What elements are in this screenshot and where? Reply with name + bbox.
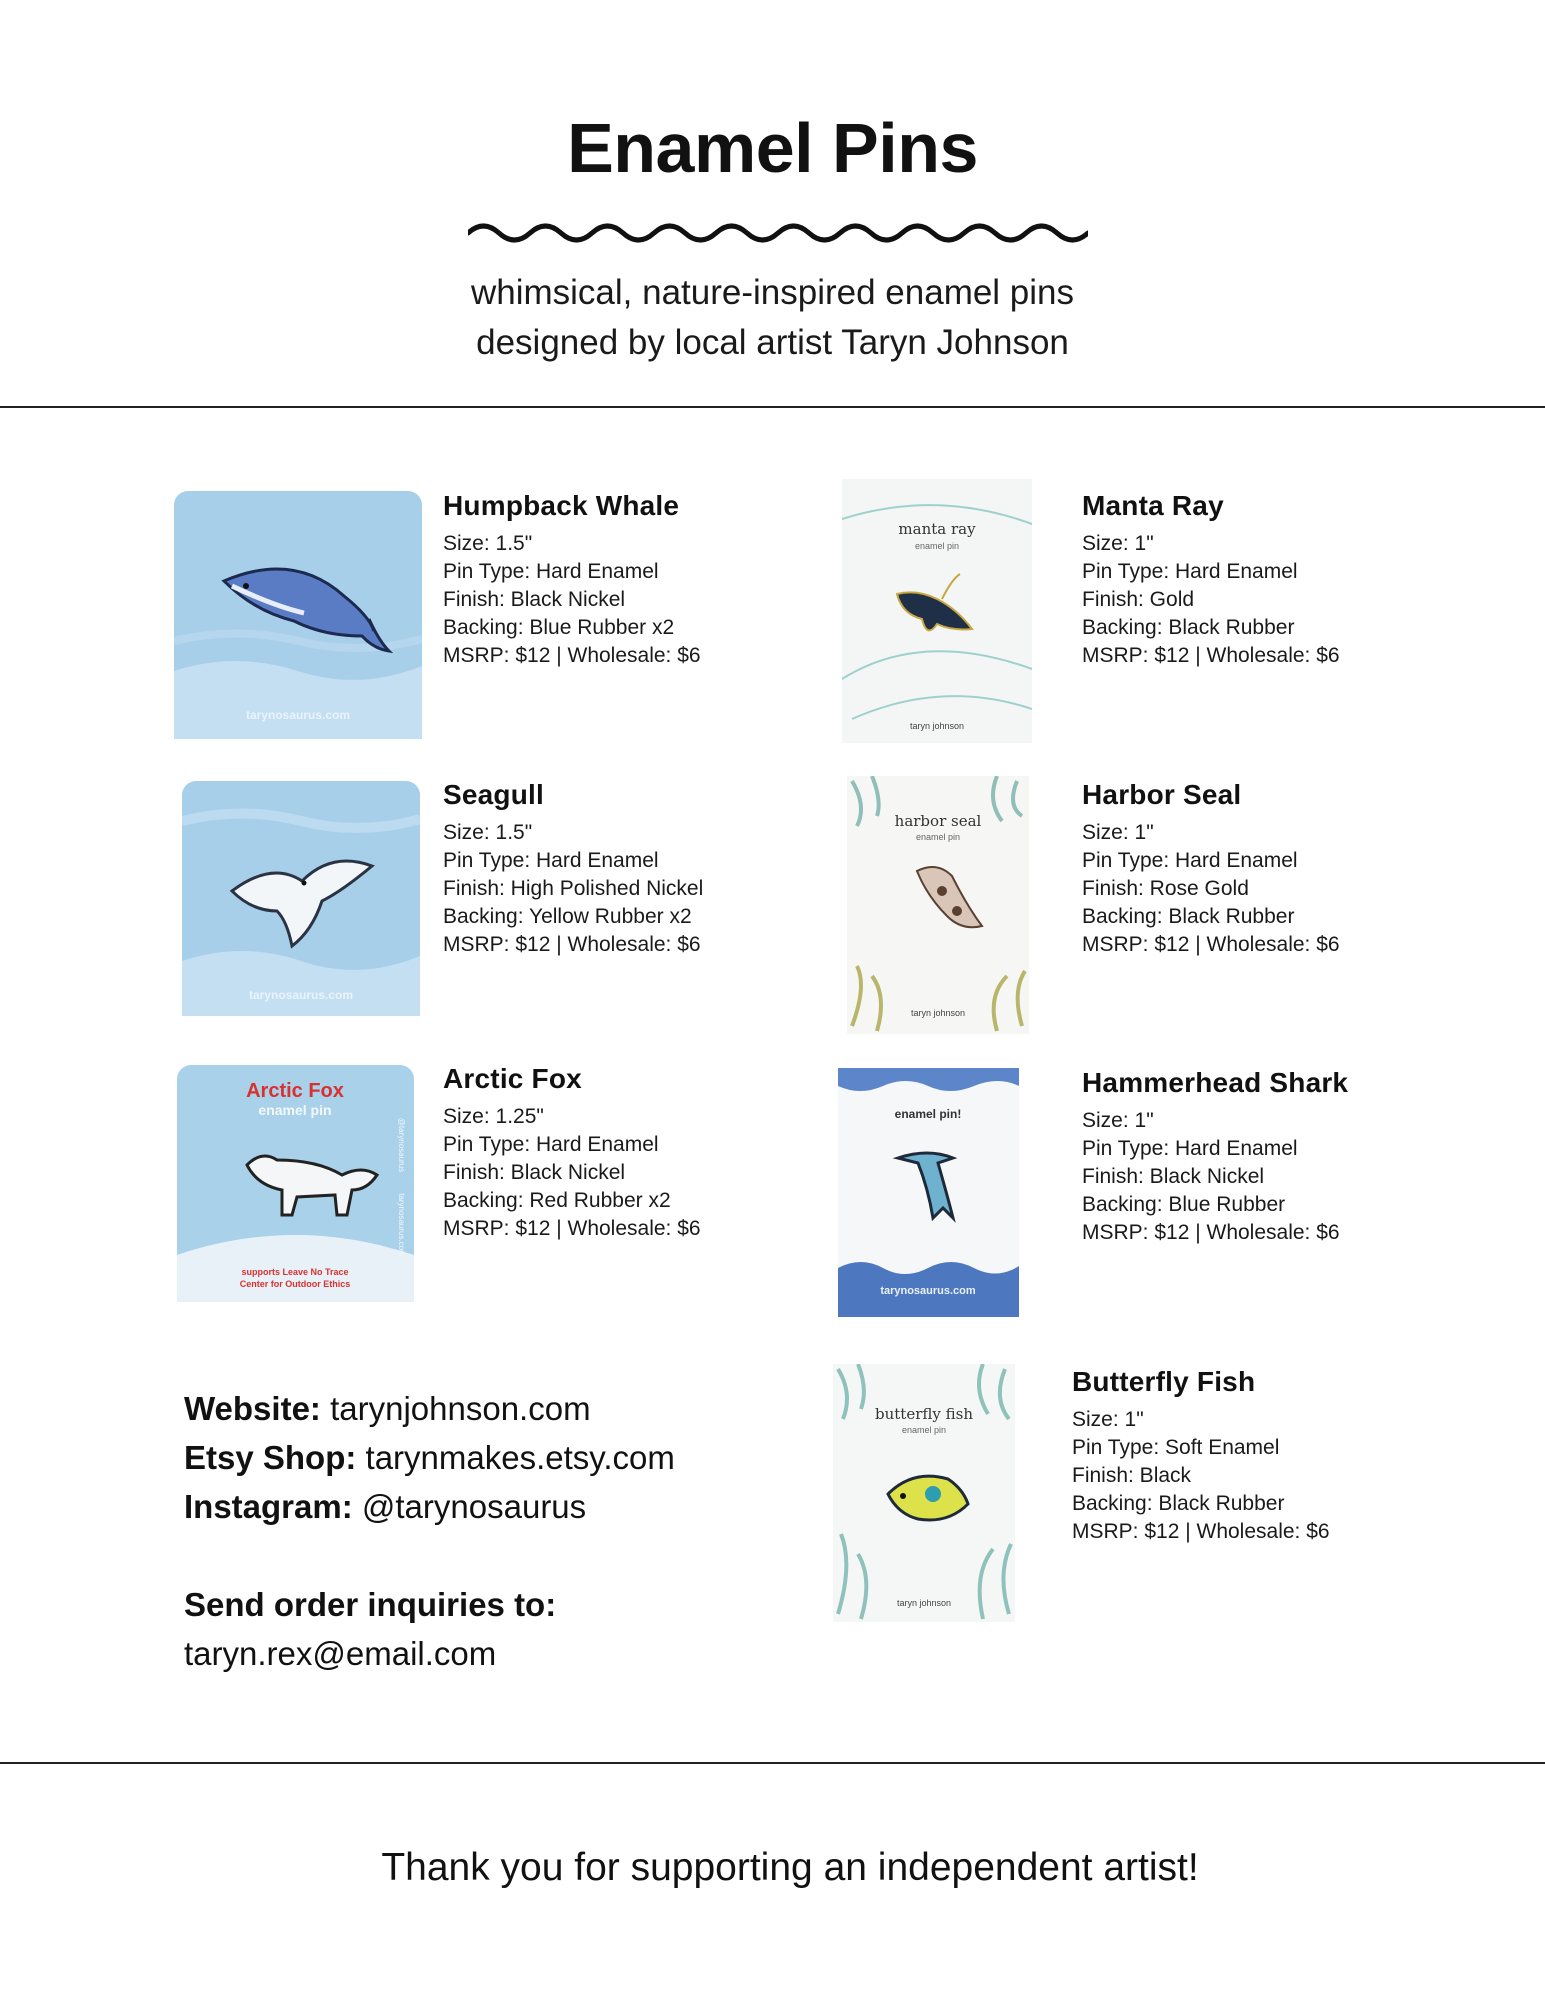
top-divider — [0, 406, 1545, 408]
pin-type: Pin Type: Hard Enamel — [1082, 560, 1298, 583]
pin-price: MSRP: $12 | Wholesale: $6 — [443, 1217, 701, 1240]
pin-info-manta-ray — [1082, 490, 1340, 670]
shark-card-footer: tarynosaurus.com — [880, 1285, 976, 1297]
website-link[interactable]: tarynjohnson.com — [330, 1390, 591, 1427]
fox-card-footer-1: supports Leave No Trace — [241, 1267, 349, 1277]
pin-size: Size: 1.25" — [443, 1105, 544, 1128]
seagull-card-text: tarynosaurus.com — [248, 988, 354, 1002]
pin-name: Humpback Whale — [443, 490, 680, 521]
pin-price: MSRP: $12 | Wholesale: $6 — [1082, 1221, 1340, 1244]
pin-backing: Backing: Red Rubber x2 — [443, 1189, 671, 1212]
contact-info — [184, 1384, 675, 1678]
pin-name: Harbor Seal — [1082, 779, 1242, 810]
pin-type: Pin Type: Soft Enamel — [1072, 1436, 1280, 1459]
etsy-link[interactable]: tarynmakes.etsy.com — [365, 1439, 675, 1476]
pin-finish: Finish: Black Nickel — [443, 588, 626, 611]
orders-label: Send order inquiries to: — [184, 1586, 557, 1623]
manta-card-sub: enamel pin — [914, 541, 960, 551]
instagram-line — [184, 1482, 675, 1531]
manta-ray-image — [842, 479, 1032, 743]
fish-card-sub: enamel pin — [901, 1425, 947, 1435]
etsy-line — [184, 1433, 675, 1482]
pin-size: Size: 1" — [1072, 1408, 1144, 1431]
pin-name: Butterfly Fish — [1072, 1366, 1256, 1397]
pin-type: Pin Type: Hard Enamel — [443, 849, 659, 872]
pin-backing: Backing: Yellow Rubber x2 — [443, 905, 692, 928]
pin-name: Hammerhead Shark — [1082, 1067, 1349, 1098]
shark-card-title: enamel pin! — [894, 1107, 962, 1121]
pin-name: Manta Ray — [1082, 490, 1224, 521]
pin-price: MSRP: $12 | Wholesale: $6 — [1082, 933, 1340, 956]
pin-size: Size: 1.5" — [443, 532, 533, 555]
page-title: Enamel Pins — [567, 109, 978, 187]
pin-size: Size: 1" — [1082, 532, 1154, 555]
pin-price: MSRP: $12 | Wholesale: $6 — [443, 933, 701, 956]
pin-backing: Backing: Blue Rubber x2 — [443, 616, 675, 639]
pin-finish: Finish: Black Nickel — [443, 1161, 626, 1184]
butterfly-fish-image — [833, 1364, 1015, 1622]
pin-size: Size: 1.5" — [443, 821, 533, 844]
thank-you-footer: Thank you for supporting an independent artist! — [381, 1846, 1199, 1889]
pin-finish: Finish: High Polished Nickel — [443, 877, 704, 900]
fox-card-footer-2: Center for Outdoor Ethics — [239, 1279, 351, 1289]
manta-card-footer: taryn johnson — [909, 721, 965, 731]
pin-info-humpback-whale — [443, 490, 701, 670]
pin-info-harbor-seal — [1082, 779, 1340, 959]
pin-name: Seagull — [443, 779, 544, 810]
pin-finish: Finish: Rose Gold — [1082, 877, 1249, 900]
humpback-whale-image — [174, 491, 422, 739]
pin-size: Size: 1" — [1082, 1109, 1154, 1132]
subtitle-line-2: designed by local artist Taryn Johnson — [476, 323, 1069, 362]
seal-card-footer: taryn johnson — [910, 1008, 966, 1018]
pin-backing: Backing: Blue Rubber — [1082, 1193, 1286, 1216]
fox-card-side-2: tarynosaurus.com — [397, 1193, 406, 1257]
instagram-label: Instagram: — [184, 1488, 353, 1525]
seal-card-sub: enamel pin — [915, 832, 961, 842]
pin-type: Pin Type: Hard Enamel — [443, 560, 659, 583]
fox-card-title: Arctic Fox — [246, 1080, 344, 1102]
instagram-handle[interactable]: @tarynosaurus — [361, 1488, 587, 1525]
seagull-image — [182, 781, 420, 1016]
etsy-label: Etsy Shop: — [184, 1439, 357, 1476]
bottom-divider — [0, 1762, 1545, 1764]
pin-price: MSRP: $12 | Wholesale: $6 — [1082, 644, 1340, 667]
pin-type: Pin Type: Hard Enamel — [1082, 849, 1298, 872]
subtitle-line-1: whimsical, nature-inspired enamel pins — [470, 273, 1075, 312]
orders-line — [184, 1580, 675, 1629]
harbor-seal-image — [847, 776, 1029, 1034]
wave-divider — [468, 218, 1088, 248]
fox-card-side-1: @tarynosaurus — [397, 1117, 406, 1173]
pin-finish: Finish: Black Nickel — [1082, 1165, 1265, 1188]
website-label: Website: — [184, 1390, 321, 1427]
fox-card-sub: enamel pin — [258, 1102, 332, 1118]
pin-type: Pin Type: Hard Enamel — [443, 1133, 659, 1156]
pin-finish: Finish: Black — [1072, 1464, 1192, 1487]
pin-price: MSRP: $12 | Wholesale: $6 — [1072, 1520, 1330, 1543]
pin-size: Size: 1" — [1082, 821, 1154, 844]
website-line — [184, 1384, 675, 1433]
pin-info-seagull — [443, 779, 703, 959]
manta-card-title: manta ray — [898, 520, 976, 538]
pin-info-butterfly-fish — [1072, 1366, 1330, 1546]
whale-card-text: tarynosaurus.com — [245, 708, 351, 722]
pin-type: Pin Type: Hard Enamel — [1082, 1137, 1298, 1160]
fish-card-footer: taryn johnson — [896, 1598, 952, 1608]
arctic-fox-image — [177, 1065, 414, 1302]
pin-backing: Backing: Black Rubber — [1072, 1492, 1285, 1515]
pin-info-arctic-fox — [443, 1063, 701, 1243]
subtitle — [0, 268, 1545, 368]
pin-name: Arctic Fox — [443, 1063, 582, 1094]
email-link[interactable]: taryn.rex@email.com — [184, 1635, 497, 1672]
pin-finish: Finish: Gold — [1082, 588, 1195, 611]
hammerhead-shark-image — [838, 1068, 1019, 1317]
fish-card-title: butterfly fish — [875, 1405, 973, 1423]
spacer — [184, 1531, 675, 1580]
pin-backing: Backing: Black Rubber — [1082, 905, 1295, 928]
seal-card-title: harbor seal — [894, 812, 982, 830]
pin-info-hammerhead-shark — [1082, 1067, 1348, 1247]
pin-price: MSRP: $12 | Wholesale: $6 — [443, 644, 701, 667]
pin-backing: Backing: Black Rubber — [1082, 616, 1295, 639]
